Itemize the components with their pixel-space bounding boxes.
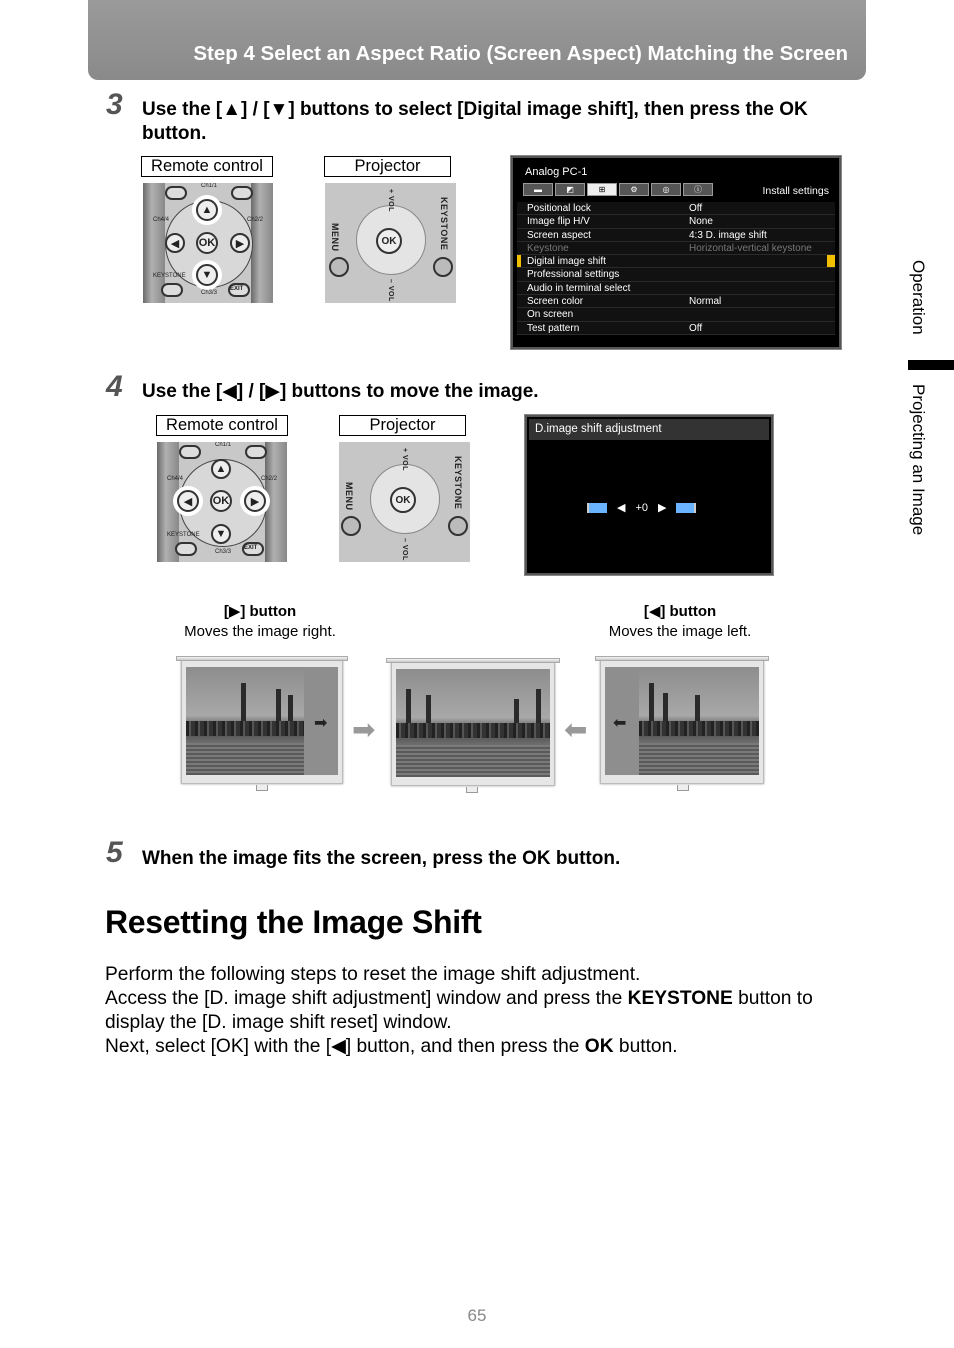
screen-image-centered bbox=[391, 662, 555, 786]
menu-icon-tabs bbox=[523, 183, 713, 196]
system-tab-icon: ⚙ bbox=[619, 183, 649, 196]
ch4-label-2: Ch4/4 bbox=[167, 476, 184, 482]
shift-value: +0 bbox=[635, 501, 649, 514]
menu-title: Analog PC-1 bbox=[525, 166, 588, 178]
projector-ok-button-2: OK bbox=[390, 487, 416, 513]
menu-row: Image flip H/V None bbox=[517, 215, 835, 228]
side-tab-operation[interactable]: Operation bbox=[909, 260, 928, 335]
vol-minus-label: – VOL bbox=[387, 279, 394, 302]
side-tab-marker bbox=[908, 360, 954, 370]
vol-minus-label-2: – VOL bbox=[401, 538, 408, 561]
screen-image-shifted-right bbox=[181, 660, 343, 784]
step-4-text: Use the [◀] / [▶] buttons to move the image. bbox=[142, 381, 539, 402]
adjust-tab-icon: ◩ bbox=[555, 183, 585, 196]
projector-keystone-button bbox=[433, 257, 453, 277]
ch4-label: Ch4/4 bbox=[153, 217, 170, 223]
shift-left-arrow-icon: ◀ bbox=[617, 502, 626, 514]
picture-tab-icon: ▬ bbox=[523, 183, 553, 196]
shift-right-arrow-icon: ▶ bbox=[658, 502, 667, 514]
side-tab-projecting[interactable]: Projecting an Image bbox=[909, 384, 928, 536]
projector-keystone-label: KEYSTONE bbox=[439, 197, 449, 251]
projector-label-3: Projector bbox=[324, 156, 451, 177]
shift-panel-title: D.image shift adjustment bbox=[529, 419, 769, 440]
left-button-caption: [◀] button bbox=[643, 603, 717, 620]
ok-button: OK bbox=[196, 232, 218, 254]
ch3-label-2: Ch3/3 bbox=[215, 549, 232, 555]
remote-label-3: Remote control bbox=[141, 156, 273, 177]
arrow-right-icon: ➡ bbox=[314, 715, 328, 732]
menu-row: On screen bbox=[517, 308, 835, 321]
left-button-highlighted: ◀ bbox=[177, 490, 199, 512]
page-number: 65 bbox=[467, 1306, 487, 1325]
big-arrow-right-icon: ➡ bbox=[352, 714, 376, 745]
remote-control-image bbox=[143, 183, 273, 303]
screen-image-shifted-left bbox=[600, 660, 764, 784]
section-title: Resetting the Image Shift bbox=[105, 904, 482, 940]
menu-row: Screen color Normal bbox=[517, 295, 835, 308]
remote-label-4: Remote control bbox=[156, 415, 288, 436]
ch1-label: Ch1/1 bbox=[201, 183, 218, 189]
step-4-number: 4 bbox=[106, 370, 123, 403]
projector-ok-button: OK bbox=[376, 228, 402, 254]
shift-slider bbox=[587, 501, 696, 514]
up-button-highlighted: ▲ bbox=[196, 199, 218, 221]
exit-label-2: EXIT bbox=[244, 545, 258, 551]
step-3-number: 3 bbox=[106, 88, 123, 121]
down-button: ▼ bbox=[211, 524, 231, 544]
install-tab-icon: ⊞ bbox=[587, 183, 617, 196]
menu-row-selected: Digital image shift bbox=[517, 255, 835, 268]
shift-right-block bbox=[676, 503, 696, 513]
keystone-label: KEYSTONE bbox=[153, 273, 186, 279]
projector-label-4: Projector bbox=[339, 415, 466, 436]
menu-row: Audio in terminal select bbox=[517, 282, 835, 295]
menu-rows bbox=[517, 202, 835, 335]
section-body bbox=[105, 963, 865, 1059]
projector-menu-button-2 bbox=[341, 516, 361, 536]
reset-step-select: Next, select [OK] with the [◀] button, and then press the OK button. bbox=[105, 1036, 678, 1057]
ch3-label: Ch3/3 bbox=[201, 290, 218, 296]
menu-row: Positional lock Off bbox=[517, 202, 835, 215]
arrow-left-icon: ⬅ bbox=[613, 715, 627, 732]
projector-menu-button bbox=[329, 257, 349, 277]
reset-step-access: Access the [D. image shift adjustment] window and press the KEYSTONE button to display the [D. image shift reset] window. bbox=[105, 988, 813, 1033]
step-3-text: Use the [▲] / [▼] buttons to select [Digital image shift], then press the OK button. bbox=[142, 99, 808, 144]
menu-install-label: Install settings bbox=[762, 185, 829, 197]
keystone-label-2: KEYSTONE bbox=[167, 532, 200, 538]
right-button: ▶ bbox=[230, 233, 250, 253]
projector-panel-image bbox=[325, 183, 456, 303]
projector-menu-label-2: MENU bbox=[344, 482, 354, 511]
step-5-text: When the image fits the screen, press the OK button. bbox=[142, 848, 621, 869]
vol-plus-label: + VOL bbox=[387, 189, 394, 212]
exit-label: EXIT bbox=[230, 286, 244, 292]
header-title: Step 4 Select an Aspect Ratio (Screen Aspect) Matching the Screen bbox=[193, 42, 848, 65]
right-button-highlighted: ▶ bbox=[244, 490, 266, 512]
big-arrow-left-icon: ⬅ bbox=[564, 714, 588, 745]
ch1-label-2: Ch1/1 bbox=[215, 442, 232, 448]
left-button: ◀ bbox=[165, 233, 185, 253]
up-button: ▲ bbox=[211, 459, 231, 479]
right-button-description: Moves the image right. bbox=[184, 623, 336, 640]
menu-row: Screen aspect 4:3 D. image shift bbox=[517, 229, 835, 242]
install-settings-menu bbox=[511, 156, 841, 349]
projector-keystone-button-2 bbox=[448, 516, 468, 536]
projector-keystone-label-2: KEYSTONE bbox=[453, 456, 463, 510]
remote-control-image-2 bbox=[157, 442, 287, 562]
menu-row: Test pattern Off bbox=[517, 322, 835, 335]
right-button-caption: [▶] button bbox=[223, 603, 297, 620]
step-5-number: 5 bbox=[106, 836, 123, 869]
projector-menu-label: MENU bbox=[330, 223, 340, 252]
network-tab-icon: ◎ bbox=[651, 183, 681, 196]
chapter-header bbox=[88, 0, 866, 80]
down-button-highlighted: ▼ bbox=[196, 264, 218, 286]
info-tab-icon: ⓘ bbox=[683, 183, 713, 196]
image-shift-adjustment-panel bbox=[525, 415, 773, 575]
ok-button-2: OK bbox=[210, 490, 232, 512]
vol-plus-label-2: + VOL bbox=[401, 448, 408, 471]
reset-intro: Perform the following steps to reset the image shift adjustment. bbox=[105, 964, 641, 985]
ch2-label-2: Ch2/2 bbox=[261, 476, 278, 482]
ch2-label: Ch2/2 bbox=[247, 217, 264, 223]
shift-left-block bbox=[587, 503, 607, 513]
left-button-description: Moves the image left. bbox=[608, 623, 752, 640]
menu-row: Professional settings bbox=[517, 268, 835, 281]
projector-panel-image-2 bbox=[339, 442, 470, 562]
menu-row-disabled: Keystone Horizontal-vertical keystone bbox=[517, 242, 835, 255]
